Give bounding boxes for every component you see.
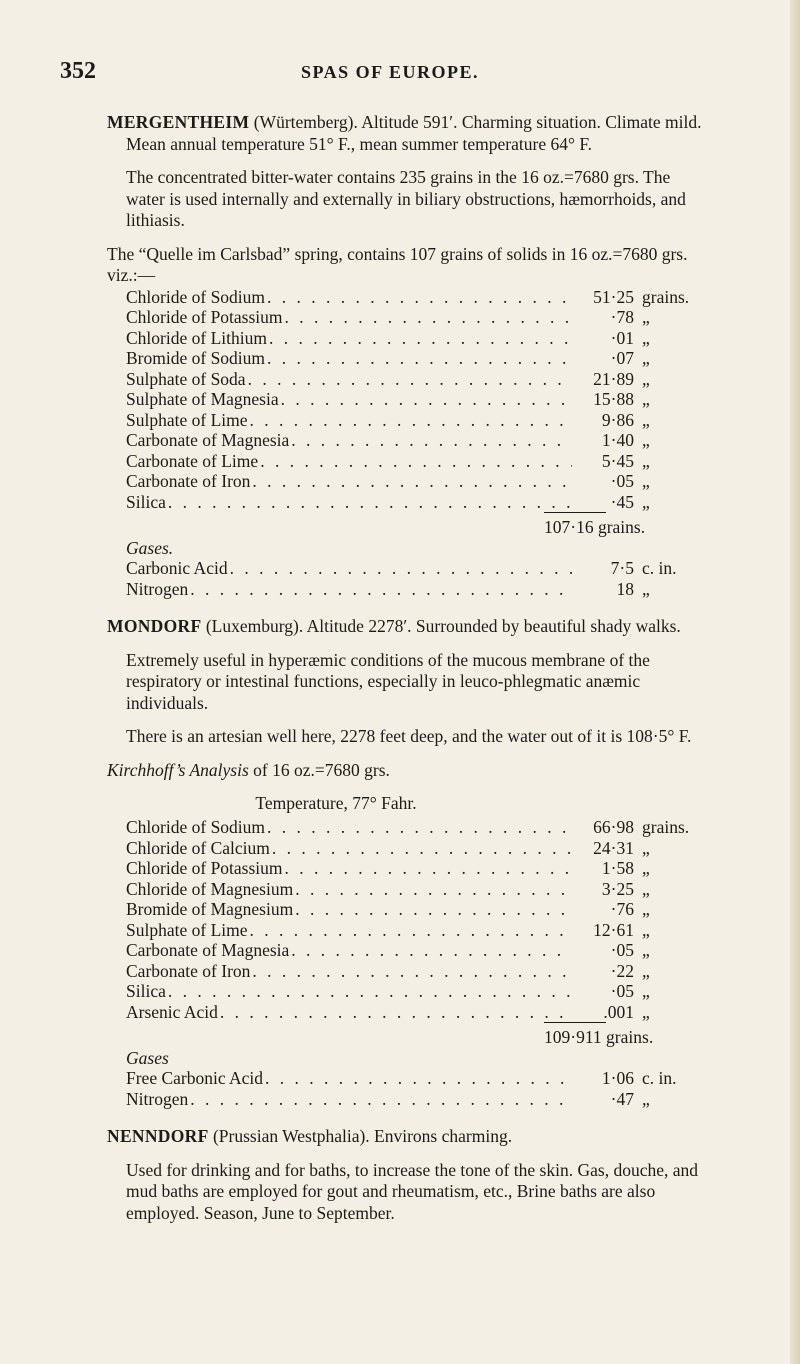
leader-dots [289, 430, 572, 452]
leader-dots [250, 471, 572, 493]
table-row [126, 879, 716, 900]
constituent-unit: „ [642, 409, 650, 430]
paragraph: The concentrated bitter-water contains 235 grains in the 16 oz.=7680 grs. The water is used internally and externally in biliary obstructions, hæmorrhoids, and lithiasis. [126, 167, 686, 230]
constituent-label: Carbonic Acid [126, 558, 228, 578]
constituent-unit: „ [642, 1001, 650, 1022]
analysis-heading [107, 760, 713, 782]
constituent-value: ·22 [610, 960, 634, 981]
constituent-label: Chloride of Lithium [126, 327, 267, 348]
constituent-unit: „ [642, 389, 650, 409]
table-row [126, 558, 716, 579]
constituent-value: 51·25 [593, 286, 634, 307]
table-row [126, 307, 716, 328]
constituent-label: Sulphate of Soda [126, 368, 246, 389]
constituent-label: Nitrogen [126, 1088, 189, 1109]
constituent-unit: „ [642, 348, 650, 368]
constituent-value: 5·45 [601, 450, 634, 471]
constituent-unit: grains. [642, 817, 690, 837]
page-edge [790, 0, 800, 1364]
leader-dots [279, 389, 572, 411]
table-row [126, 369, 716, 390]
constituent-value: ·07 [610, 348, 634, 368]
constituent-label: Chloride of Sodium [126, 286, 266, 307]
leader-dots [228, 558, 572, 580]
constituent-unit: „ [642, 919, 650, 940]
constituent-value: 66·98 [593, 817, 634, 837]
constituent-label: Carbonate of Iron [126, 471, 251, 491]
constituent-label: Carbonate of Iron [126, 960, 251, 981]
constituent-value: 1·40 [601, 430, 634, 450]
constituent-unit: c. in. [642, 558, 677, 578]
constituent-label: Chloride of Calcium [126, 837, 270, 858]
paragraph: Used for drinking and for baths, to increase the tone of the skin. Gas, douche, and mud baths are employed for gout and rheumatism, etc., Brine baths are also employed. Season, June to September. [126, 1159, 698, 1223]
table-row [126, 920, 716, 941]
constituent-value: ·78 [610, 307, 634, 327]
mergentheim-entry [107, 112, 713, 155]
leader-dots [289, 940, 572, 962]
table-row [126, 430, 716, 451]
page-number: 352 [60, 58, 96, 84]
leader-dots [265, 817, 572, 839]
constituent-unit: c. in. [642, 1068, 677, 1088]
mergentheim-gases-table [126, 558, 716, 599]
constituent-value: 3·25 [601, 878, 634, 899]
leader-dots [263, 1068, 572, 1090]
constituent-label: Sulphate of Lime [126, 409, 248, 430]
constituent-value: 18 [616, 578, 634, 599]
leader-dots [218, 1002, 572, 1024]
mondorf-gases-table [126, 1068, 716, 1109]
leader-dots [283, 307, 572, 329]
mondorf-analysis-table [126, 817, 716, 1022]
table-row [126, 899, 716, 920]
analysis-name: Kirchhoff’s Analysis [107, 759, 249, 780]
leader-dots [248, 920, 572, 942]
temperature-line: Temperature, 77° Fahr. [255, 793, 417, 813]
constituent-value: ·05 [610, 940, 634, 960]
spa-name: MERGENTHEIM [107, 112, 250, 132]
table-row [126, 328, 716, 349]
constituent-label: Carbonate of Lime [126, 450, 259, 471]
paragraph: The “Quelle im Carlsbad” spring, contains 107 grains of solids in 16 oz.=7680 grs. viz.:— [107, 243, 688, 285]
paragraph: There is an artesian well here, 2278 feet deep, and the water out of it is 108·5° F. [126, 726, 692, 746]
spa-name: NENNDORF [107, 1126, 209, 1146]
leader-dots [293, 879, 572, 901]
constituent-unit: „ [642, 327, 650, 348]
page-header [60, 58, 720, 88]
mergentheim-analysis-table [126, 287, 716, 513]
constituent-value: ·45 [610, 491, 634, 512]
constituent-label: Carbonate of Magnesia [126, 430, 290, 450]
constituent-value: ·01 [610, 327, 634, 348]
constituent-label: Chloride of Magnesium [126, 878, 294, 899]
constituent-unit: „ [642, 878, 650, 899]
paragraph: Extremely useful in hyperæmic conditions of the mucous membrane of the respiratory or intestinal functions, especially in leuco-phlegmatic anæmic individuals. [126, 649, 650, 713]
leader-dots [188, 1089, 572, 1111]
gases-heading: Gases. [126, 538, 174, 558]
table-row [126, 287, 716, 308]
constituent-unit: „ [642, 450, 650, 471]
running-title: SPAS OF EUROPE. [300, 62, 479, 82]
leader-dots [270, 838, 572, 860]
constituent-label: Chloride of Potassium [126, 307, 283, 327]
nenndorf-entry [107, 1126, 713, 1148]
leader-dots [265, 287, 572, 309]
table-row [126, 492, 716, 513]
table-row [126, 817, 716, 838]
table-row [126, 1089, 716, 1110]
constituent-unit: „ [642, 1088, 650, 1109]
total-value: 109·911 grains. [544, 1027, 654, 1047]
table-row [126, 940, 716, 961]
spa-intro: (Würtemberg). Altitude 591′. Charming situation. Climate mild. Mean annual temperature 51° F., mean summer temperature 64° F. [126, 112, 702, 154]
table-row [126, 389, 716, 410]
page-body [107, 112, 713, 1224]
constituent-unit: „ [642, 307, 650, 327]
constituent-value: 21·89 [593, 368, 634, 389]
spa-intro: (Luxemburg). Altitude 2278′. Surrounded by beautiful shady walks. [205, 616, 681, 636]
leader-dots [248, 410, 572, 432]
analysis-rest: of 16 oz.=7680 grs. [248, 759, 390, 780]
leader-dots [166, 492, 572, 514]
constituent-value: 1·58 [601, 858, 634, 878]
constituent-value: .001 [603, 1001, 634, 1022]
leader-dots [283, 858, 572, 880]
constituent-unit: „ [642, 899, 650, 919]
gases-heading: Gases [126, 1048, 169, 1068]
leader-dots [258, 451, 572, 473]
constituent-unit: „ [642, 940, 650, 960]
constituent-value: 12·61 [593, 919, 634, 940]
constituent-unit: „ [642, 981, 650, 1001]
mondorf-entry [107, 616, 713, 638]
constituent-value: 7·5 [610, 558, 634, 578]
constituent-value: ·05 [610, 981, 634, 1001]
constituent-unit: „ [642, 858, 650, 878]
constituent-unit: „ [642, 471, 650, 491]
total-row [126, 512, 716, 538]
constituent-label: Silica [126, 981, 166, 1001]
leader-dots [166, 981, 572, 1003]
constituent-unit: „ [642, 578, 650, 599]
constituent-value: ·76 [610, 899, 634, 919]
constituent-value: ·47 [610, 1088, 634, 1109]
total-row [126, 1022, 716, 1048]
constituent-unit: „ [642, 430, 650, 450]
constituent-label: Free Carbonic Acid [126, 1068, 264, 1088]
constituent-label: Chloride of Sodium [126, 817, 266, 837]
constituent-label: Sulphate of Magnesia [126, 389, 279, 409]
table-row [126, 579, 716, 600]
table-row [126, 1068, 716, 1089]
table-row [126, 838, 716, 859]
constituent-label: Chloride of Potassium [126, 858, 283, 878]
spa-intro: (Prussian Westphalia). Environs charming. [212, 1126, 513, 1146]
constituent-label: Arsenic Acid [126, 1001, 218, 1022]
table-row [126, 451, 716, 472]
table-row [126, 471, 716, 492]
leader-dots [265, 348, 572, 370]
constituent-unit: „ [642, 491, 650, 512]
constituent-label: Bromide of Sodium [126, 348, 266, 368]
leader-dots [250, 961, 572, 983]
total-value: 107·16 grains. [544, 517, 646, 537]
constituent-label: Nitrogen [126, 578, 189, 599]
constituent-label: Sulphate of Lime [126, 919, 248, 940]
constituent-value: 1·06 [601, 1068, 634, 1088]
constituent-unit: „ [642, 960, 650, 981]
constituent-value: 24·31 [593, 837, 634, 858]
constituent-value: 9·86 [601, 409, 634, 430]
table-row [126, 961, 716, 982]
spa-name: MONDORF [107, 616, 202, 636]
constituent-label: Carbonate of Magnesia [126, 940, 290, 960]
leader-dots [293, 899, 572, 921]
table-row [126, 1002, 716, 1023]
constituent-label: Bromide of Magnesium [126, 899, 294, 919]
constituent-unit: „ [642, 368, 650, 389]
constituent-unit: „ [642, 837, 650, 858]
table-row [126, 981, 716, 1002]
constituent-value: ·05 [610, 471, 634, 491]
table-row [126, 348, 716, 369]
table-row [126, 858, 716, 879]
leader-dots [188, 579, 572, 601]
leader-dots [267, 328, 572, 350]
leader-dots [246, 369, 572, 391]
constituent-label: Silica [126, 491, 166, 512]
constituent-value: 15·88 [593, 389, 634, 409]
constituent-unit: grains. [642, 286, 690, 307]
table-row [126, 410, 716, 431]
